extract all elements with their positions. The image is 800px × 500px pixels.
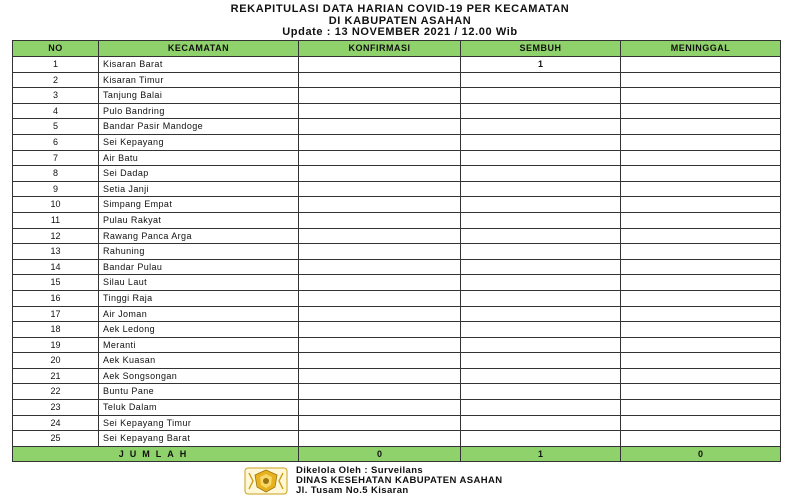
table-row — [13, 228, 781, 244]
cell-meninggal — [621, 353, 781, 369]
cell-meninggal — [621, 166, 781, 182]
cell-sembuh — [461, 181, 621, 197]
cell-sembuh — [461, 150, 621, 166]
column-header-konfirmasi: KONFIRMASI — [299, 41, 461, 57]
table-row — [13, 212, 781, 228]
column-header-no: NO — [13, 41, 99, 57]
cell-meninggal — [621, 400, 781, 416]
cell-no: 9 — [13, 181, 99, 197]
cell-meninggal — [621, 72, 781, 88]
cell-kecamatan: Pulo Bandring — [99, 103, 299, 119]
cell-no: 3 — [13, 88, 99, 104]
cell-sembuh — [461, 119, 621, 135]
report-title: REKAPITULASI DATA HARIAN COVID-19 PER KECAMATAN — [230, 3, 570, 15]
footer-managed-by: Dikelola Oleh : Surveilans — [296, 465, 424, 476]
cell-meninggal — [621, 337, 781, 353]
total-sembuh: 1 — [461, 446, 621, 461]
cell-meninggal — [621, 119, 781, 135]
cell-kecamatan: Sei Dadap — [99, 166, 299, 182]
cell-meninggal — [621, 212, 781, 228]
cell-meninggal — [621, 197, 781, 213]
table-body — [13, 57, 781, 447]
table-row — [13, 431, 781, 447]
cell-meninggal — [621, 134, 781, 150]
cell-konfirmasi — [299, 275, 461, 291]
cell-no: 17 — [13, 306, 99, 322]
cell-konfirmasi — [299, 72, 461, 88]
cell-no: 15 — [13, 275, 99, 291]
cell-sembuh — [461, 337, 621, 353]
cell-konfirmasi — [299, 259, 461, 275]
cell-kecamatan: Silau Laut — [99, 275, 299, 291]
table-row — [13, 72, 781, 88]
covid-recap-table — [12, 40, 781, 462]
cell-no: 4 — [13, 103, 99, 119]
cell-kecamatan: Teluk Dalam — [99, 400, 299, 416]
cell-konfirmasi — [299, 431, 461, 447]
cell-no: 16 — [13, 290, 99, 306]
table-row — [13, 384, 781, 400]
cell-sembuh — [461, 166, 621, 182]
report-update: Update : 13 NOVEMBER 2021 / 12.00 Wib — [282, 26, 518, 38]
table-row — [13, 259, 781, 275]
total-konfirmasi: 0 — [299, 446, 461, 461]
table-row — [13, 57, 781, 73]
cell-meninggal — [621, 57, 781, 73]
cell-konfirmasi — [299, 400, 461, 416]
table-row — [13, 275, 781, 291]
cell-sembuh — [461, 322, 621, 338]
table-row — [13, 134, 781, 150]
cell-no: 18 — [13, 322, 99, 338]
cell-konfirmasi — [299, 166, 461, 182]
cell-meninggal — [621, 368, 781, 384]
cell-meninggal — [621, 244, 781, 260]
table-row — [13, 88, 781, 104]
cell-sembuh — [461, 290, 621, 306]
table-row — [13, 368, 781, 384]
total-row — [13, 446, 781, 461]
cell-meninggal — [621, 290, 781, 306]
cell-kecamatan: Rahuning — [99, 244, 299, 260]
cell-meninggal — [621, 275, 781, 291]
table-row — [13, 322, 781, 338]
cell-sembuh — [461, 228, 621, 244]
cell-kecamatan: Sei Kepayang — [99, 134, 299, 150]
cell-no: 10 — [13, 197, 99, 213]
cell-kecamatan: Simpang Empat — [99, 197, 299, 213]
cell-konfirmasi — [299, 134, 461, 150]
cell-sembuh — [461, 368, 621, 384]
cell-no: 6 — [13, 134, 99, 150]
cell-meninggal — [621, 415, 781, 431]
cell-konfirmasi — [299, 290, 461, 306]
footer-text — [296, 466, 503, 496]
table-row — [13, 166, 781, 182]
table-row — [13, 197, 781, 213]
cell-meninggal — [621, 88, 781, 104]
column-header-kecamatan: KECAMATAN — [99, 41, 299, 57]
cell-no: 23 — [13, 400, 99, 416]
cell-konfirmasi — [299, 353, 461, 369]
cell-meninggal — [621, 322, 781, 338]
cell-sembuh — [461, 244, 621, 260]
cell-meninggal — [621, 384, 781, 400]
cell-kecamatan: Aek Kuasan — [99, 353, 299, 369]
cell-meninggal — [621, 431, 781, 447]
kabupaten-asahan-emblem-icon — [244, 467, 288, 495]
cell-kecamatan: Meranti — [99, 337, 299, 353]
cell-kecamatan: Sei Kepayang Timur — [99, 415, 299, 431]
cell-no: 12 — [13, 228, 99, 244]
cell-konfirmasi — [299, 368, 461, 384]
cell-kecamatan: Air Batu — [99, 150, 299, 166]
report-region: DI KABUPATEN ASAHAN — [328, 14, 472, 27]
cell-sembuh — [461, 353, 621, 369]
footer-address: Jl. Tusam No.5 Kisaran — [296, 485, 409, 496]
cell-sembuh — [461, 103, 621, 119]
cell-sembuh — [461, 88, 621, 104]
cell-kecamatan: Rawang Panca Arga — [99, 228, 299, 244]
table-row — [13, 244, 781, 260]
cell-sembuh — [461, 212, 621, 228]
cell-no: 5 — [13, 119, 99, 135]
cell-meninggal — [621, 228, 781, 244]
cell-sembuh: 1 — [461, 57, 621, 73]
cell-sembuh — [461, 431, 621, 447]
table-row — [13, 181, 781, 197]
cell-kecamatan: Pulau Rakyat — [99, 212, 299, 228]
cell-konfirmasi — [299, 57, 461, 73]
cell-konfirmasi — [299, 244, 461, 260]
column-header-sembuh: SEMBUH — [461, 41, 621, 57]
table-row — [13, 337, 781, 353]
cell-sembuh — [461, 134, 621, 150]
cell-konfirmasi — [299, 119, 461, 135]
cell-meninggal — [621, 181, 781, 197]
cell-konfirmasi — [299, 306, 461, 322]
cell-kecamatan: Tinggi Raja — [99, 290, 299, 306]
table-row — [13, 306, 781, 322]
cell-kecamatan: Bandar Pulau — [99, 259, 299, 275]
cell-no: 21 — [13, 368, 99, 384]
cell-konfirmasi — [299, 384, 461, 400]
cell-no: 1 — [13, 57, 99, 73]
cell-meninggal — [621, 150, 781, 166]
cell-konfirmasi — [299, 103, 461, 119]
cell-kecamatan: Setia Janji — [99, 181, 299, 197]
cell-konfirmasi — [299, 88, 461, 104]
cell-kecamatan: Tanjung Balai — [99, 88, 299, 104]
table-row — [13, 103, 781, 119]
table-row — [13, 400, 781, 416]
column-header-meninggal: MENINGGAL — [621, 41, 781, 57]
cell-no: 19 — [13, 337, 99, 353]
cell-no: 11 — [13, 212, 99, 228]
cell-konfirmasi — [299, 415, 461, 431]
table-row — [13, 119, 781, 135]
cell-kecamatan: Kisaran Barat — [99, 57, 299, 73]
cell-no: 13 — [13, 244, 99, 260]
cell-meninggal — [621, 259, 781, 275]
cell-sembuh — [461, 275, 621, 291]
table-row — [13, 150, 781, 166]
cell-sembuh — [461, 400, 621, 416]
cell-kecamatan: Sei Kepayang Barat — [99, 431, 299, 447]
cell-konfirmasi — [299, 150, 461, 166]
cell-sembuh — [461, 259, 621, 275]
cell-no: 20 — [13, 353, 99, 369]
table-row — [13, 290, 781, 306]
cell-sembuh — [461, 415, 621, 431]
cell-kecamatan: Air Joman — [99, 306, 299, 322]
cell-meninggal — [621, 103, 781, 119]
footer-agency: DINAS KESEHATAN KABUPATEN ASAHAN — [296, 475, 503, 486]
cell-kecamatan: Aek Songsongan — [99, 368, 299, 384]
report-header — [0, 4, 800, 39]
table-header-row — [13, 41, 781, 57]
cell-sembuh — [461, 384, 621, 400]
cell-no: 7 — [13, 150, 99, 166]
cell-kecamatan: Aek Ledong — [99, 322, 299, 338]
cell-konfirmasi — [299, 228, 461, 244]
footer — [244, 466, 503, 496]
cell-no: 8 — [13, 166, 99, 182]
cell-no: 2 — [13, 72, 99, 88]
cell-no: 22 — [13, 384, 99, 400]
cell-kecamatan: Kisaran Timur — [99, 72, 299, 88]
total-meninggal: 0 — [621, 446, 781, 461]
cell-konfirmasi — [299, 212, 461, 228]
cell-sembuh — [461, 197, 621, 213]
cell-kecamatan: Bandar Pasir Mandoge — [99, 119, 299, 135]
cell-sembuh — [461, 306, 621, 322]
cell-meninggal — [621, 306, 781, 322]
cell-konfirmasi — [299, 322, 461, 338]
table-row — [13, 353, 781, 369]
cell-no: 24 — [13, 415, 99, 431]
table-row — [13, 415, 781, 431]
cell-kecamatan: Buntu Pane — [99, 384, 299, 400]
cell-no: 25 — [13, 431, 99, 447]
cell-sembuh — [461, 72, 621, 88]
cell-konfirmasi — [299, 197, 461, 213]
cell-no: 14 — [13, 259, 99, 275]
cell-konfirmasi — [299, 337, 461, 353]
total-label: JUMLAH — [13, 446, 299, 461]
cell-konfirmasi — [299, 181, 461, 197]
